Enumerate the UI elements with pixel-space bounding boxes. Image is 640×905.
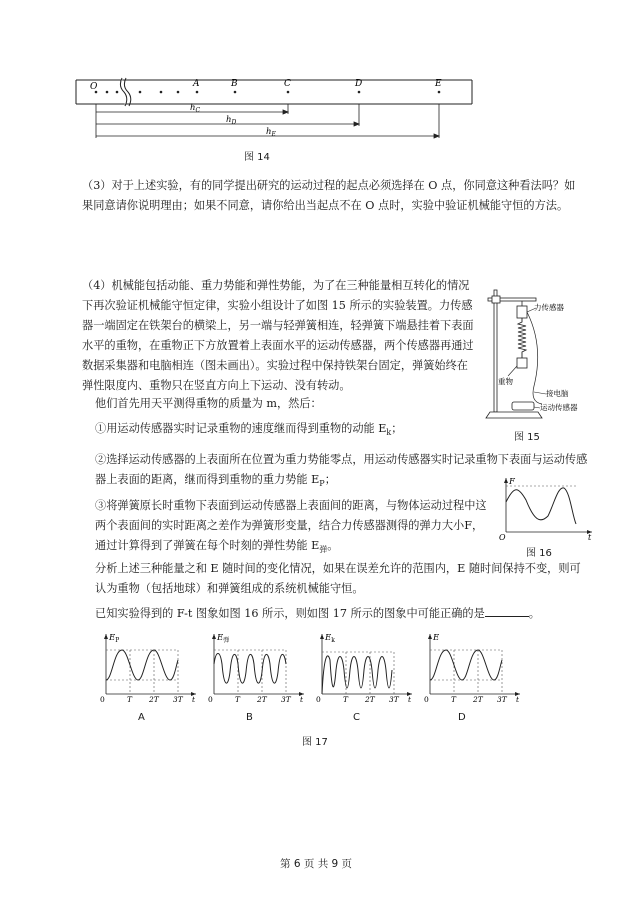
fig17-d-y-label: E: [433, 633, 440, 643]
question-3: （3）对于上述实验，有的同学提出研究的运动过程的起点必须选择在 O 点，你同意这种看法吗？如果同意请你说明理由；如果不同意，请你给出当起点不在 O 点时，实验中验证机械能守恒的方法。: [82, 179, 576, 212]
fig17-c-y-label: $E_k$: [325, 633, 335, 644]
figure-15-caption: 图 15: [514, 432, 540, 443]
fig17-letter-b[interactable]: B: [246, 712, 253, 723]
fig16-y-label: F: [509, 477, 515, 487]
fig17-panel-d[interactable]: [420, 630, 524, 708]
fig16-t-label: t: [588, 533, 592, 542]
fig17-letter-c[interactable]: C: [353, 712, 360, 723]
label-computer: 接电脑: [546, 389, 569, 398]
tape-point-C: C: [284, 79, 291, 89]
figure-14-tape: [74, 72, 474, 142]
question-4-mass-line: 他们首先用天平测得重物的质量为 m，然后：: [95, 397, 322, 410]
label-he: $h_E$: [266, 127, 276, 138]
fig17-c-origin: 0: [316, 695, 321, 704]
fig17-c-tick-1: T: [343, 695, 349, 704]
fig17-c-tick-3: 3T: [389, 695, 399, 704]
tape-dots: [95, 91, 441, 94]
figure-17-caption: 图 17: [302, 737, 328, 748]
fig17-b-origin: 0: [208, 695, 213, 704]
tape-point-E: E: [435, 79, 442, 89]
fig17-a-t-label: t: [192, 695, 196, 704]
fig17-a-tick-1: T: [127, 695, 133, 704]
tape-point-D: D: [355, 79, 363, 89]
question-4-intro: （4）机械能包括动能、重力势能和弹性势能，为了在三种能量相互转化的情况下再次验证机械能守恒定律，实验小组设计了如图 15 所示的实验装置。力传感器一端固定在铁架台的横梁上，另一端与轻弹簧相连，轻弹簧下端悬挂着下表面水平的重物，在重物正下方放置着上表面水平的运动传感器，两个传感器再通过数据采集器和电脑相连（图未画出）。实验过程中保持铁架台固定，弹簧始终在弹性限度内、重物只在竖直方向上下运动、没有转动。: [82, 279, 474, 392]
fig17-d-t-label: t: [516, 695, 520, 704]
label-hd: $h_D$: [226, 115, 237, 126]
figure-14-caption: 图 14: [244, 152, 270, 163]
fig17-panel-b[interactable]: [204, 630, 308, 708]
fig17-b-y-label: $E_弹$: [217, 633, 230, 644]
tape-point-A: A: [193, 79, 200, 89]
question-4-step-2: ②选择运动传感器的上表面所在位置为重力势能零点，用运动传感器实时记录重物下表面与运动传感器上表面的距离，继而得到重物的重力势能 $E_P$；: [95, 453, 588, 489]
fig17-c-tick-2: 2T: [365, 695, 375, 704]
figure-15-apparatus: [484, 286, 600, 426]
fig17-d-tick-1: T: [451, 695, 457, 704]
fig17-b-t-label: t: [300, 695, 304, 704]
fig17-a-tick-2: 2T: [149, 695, 159, 704]
question-4-step-3: ③将弹簧原长时重物下表面到运动传感器上表面间的距离，与物体运动过程中这两个表面间的实时距离之差作为弹簧形变量，结合力传感器测得的弹力大小F，通过计算得到了弹簧在每个时刻的弹性势能 $E_弹$。: [95, 499, 487, 555]
fig17-c-t-label: t: [408, 695, 412, 704]
label-hc: $h_C$: [190, 103, 201, 114]
label-motion-sensor: 运动传感器: [540, 403, 578, 412]
answer-blank[interactable]: [485, 604, 529, 617]
fig16-origin: O: [499, 533, 506, 542]
page-footer: 第 6 页 共 9 页: [280, 858, 353, 870]
figure-17: [96, 630, 520, 710]
label-weight: 重物: [498, 377, 513, 386]
question-4-step-1: ①用运动传感器实时记录重物的速度继而得到重物的动能 $E_k$；: [95, 422, 403, 438]
fig17-letter-d[interactable]: D: [458, 712, 466, 723]
fig17-letter-a[interactable]: A: [138, 712, 145, 723]
tape-point-B: B: [231, 79, 238, 89]
fig17-d-tick-2: 2T: [473, 695, 483, 704]
fig17-d-origin: 0: [424, 695, 429, 704]
tape-point-O: O: [90, 82, 98, 92]
fig17-b-tick-2: 2T: [257, 695, 267, 704]
fig17-a-tick-3: 3T: [173, 695, 183, 704]
fig17-panel-a[interactable]: [96, 630, 200, 708]
fig17-d-tick-3: 3T: [497, 695, 507, 704]
fig17-b-tick-3: 3T: [281, 695, 291, 704]
figure-16-caption: 图 16: [526, 548, 552, 559]
fig17-a-y-label: $E_P$: [109, 633, 120, 644]
label-force-sensor: 力传感器: [534, 303, 564, 312]
fig17-a-origin: 0: [100, 695, 105, 704]
figure-16-graph: [496, 474, 596, 542]
question-4-question: 已知实验得到的 F-t 图象如图 16 所示，则如图 17 所示的图象中可能正确的是 。: [95, 604, 590, 624]
fig17-panel-c[interactable]: [312, 630, 416, 708]
question-4-analysis: 分析上述三种能量之和 E 随时间的变化情况，如果在误差允许的范围内，E 随时间保持不变，则可认为重物（包括地球）和弹簧组成的系统机械能守恒。: [95, 562, 581, 595]
fig17-b-tick-1: T: [235, 695, 241, 704]
